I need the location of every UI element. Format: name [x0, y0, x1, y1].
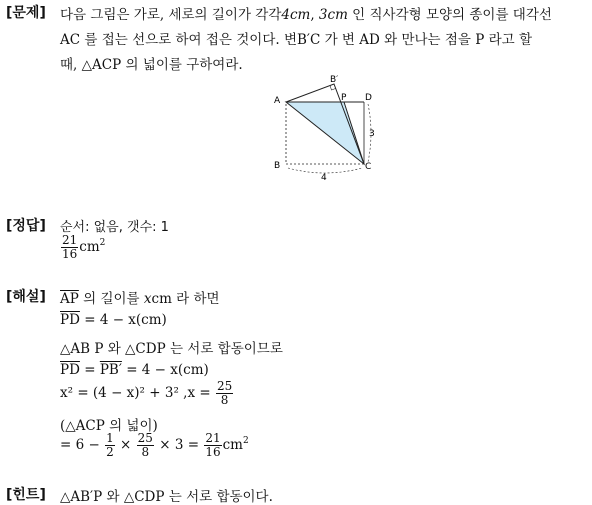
problem-height: 3cm	[318, 7, 348, 23]
area-expr-start: = 6 −	[60, 437, 105, 453]
solution-step-4-text: = 4 − x(cm)	[121, 362, 209, 378]
solution-step-1	[60, 287, 220, 307]
label-c: C	[365, 162, 372, 172]
label-3: 3	[369, 129, 375, 139]
equation-lhs: x² = (4 − x)² + 3² ,x =	[60, 385, 215, 401]
problem-width: 4cm	[281, 7, 311, 23]
segment-pd-2: $\overline{PD}$	[60, 362, 80, 378]
solution-step-5	[60, 380, 234, 407]
hint-text: △AB′P 와 △CDP 는 서로 합동이다.	[60, 489, 273, 505]
answer-value: $\frac{21}{16}$ $cm^2$	[62, 233, 106, 261]
solution-step-3: △AB P 와 △CDP 는 서로 합동이므로	[60, 341, 283, 357]
answer-unit: cm	[79, 239, 100, 255]
result-num: 21	[205, 431, 221, 445]
answer-numerator: 21	[62, 233, 78, 247]
frac2-num: 25	[137, 431, 153, 445]
times-1: ×	[115, 437, 136, 453]
solution-step-4	[60, 362, 209, 378]
answer-denominator: 16	[62, 247, 78, 261]
equals-sign: =	[79, 362, 100, 378]
result-den: 16	[205, 445, 221, 459]
hint-label: [힌트]	[6, 487, 46, 503]
segment-pd: $\overline{PD}$	[60, 312, 80, 328]
problem-line-3: 때, △ACP 의 넓이를 구하여라.	[60, 57, 243, 73]
label-a: A	[274, 96, 281, 106]
problem-label: [문제]	[6, 5, 46, 21]
problem-line-1	[60, 3, 552, 23]
solution-label: [해설]	[6, 289, 46, 305]
solution-step-2-text: = 4 − x(cm)	[79, 312, 167, 328]
frac1-num: 1	[106, 431, 114, 445]
label-b-prime: B′	[330, 75, 339, 85]
x-denominator: 8	[220, 393, 229, 407]
solution-step-1-text: 의 길이를	[78, 291, 144, 307]
solution-step-2	[60, 312, 167, 328]
problem-text-a: 다음 그림은 가로, 세로의 길이가 각각	[60, 7, 282, 23]
label-d: D	[365, 93, 372, 103]
result-unit: cm	[222, 437, 243, 453]
answer-meta: 순서: 없음, 갯수: 1	[60, 220, 169, 235]
times-3: × 3 =	[154, 437, 204, 453]
frac2-den: 8	[141, 445, 150, 459]
x-numerator: 25	[216, 379, 233, 393]
solution-step-1-text-b: cm 라 하면	[151, 291, 220, 307]
label-b: B	[274, 161, 281, 171]
frac1-den: 2	[106, 445, 114, 459]
problem-text-b: 인 직사각형 모양의 종이를 대각선	[352, 7, 552, 23]
problem-sep: ,	[310, 7, 315, 23]
label-4: 4	[321, 173, 327, 182]
label-p: P	[341, 93, 347, 103]
segment-ap: $\overline{AP}$	[60, 291, 79, 307]
answer-label: [정답]	[6, 218, 46, 234]
solution-step-7: = 6 − $\frac{1}{2}$ × $\frac{25}{8}$ × 3 = $\frac{21}{16}$ $cm^2$	[60, 431, 249, 459]
solution-step-6: (△ACP 의 넓이)	[60, 418, 158, 434]
segment-pb-prime: PB′	[99, 362, 122, 378]
variable-x: x	[143, 291, 152, 307]
folded-rectangle-figure	[268, 72, 380, 182]
problem-line-2: AC 를 접는 선으로 하여 접은 것이다. 변B′C 가 변 AD 와 만나는 점을 P 라고 할	[60, 32, 533, 48]
